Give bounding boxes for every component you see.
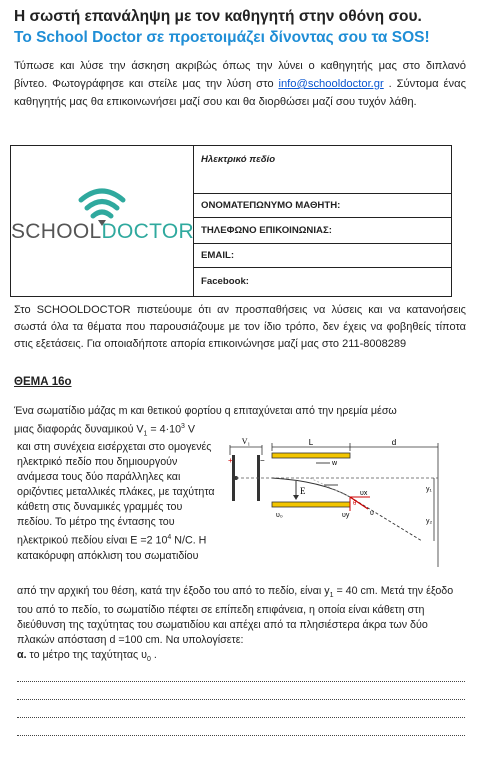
svg-text:+: + [228,456,233,465]
header-line-2: Το School Doctor σε προετοιμάζει δίνοντας σου τα SOS! [14,29,430,46]
problem-continuation: από την αρχική του θέση, κατά την έξοδο του από το πεδίο, είναι $y_1 = 40$ cm. Μετά την έξοδο του από το πεδίο, το σωματίδιο πέφτει σε επίπεδη επιφάνεια, η οποία είναι κάθετη στη διεύθυνση της ταχύτητας του σωματιδίου και απέχει από τα πλησιέστερα άκρα των δύο πλακών απόσταση d =100 cm. Να υπολογίσετε: α. το μέτρο της ταχύτητας $\upsilon_0$ . [17,585,454,664]
label-L: L [308,438,314,447]
topic-title: Ηλεκτρικό πεδίο [194,146,451,194]
label-y2: y₂ [426,518,433,525]
label-y1: y₁ [426,486,432,493]
intro-paragraph: Τύπωσε και λύσε την άσκηση ακριβώς όπως την λύνει ο καθηγητής μας στο διπλανό βίντεο. Φωτογράφησε και στείλε μας την λύση στο info@schooldoctor.gr . Σύντομα ένας καθηγητής μας θα επικοινωνήσει μαζί σου και θα διορθώσει μαζί σου τυχόν λάθη. [14,60,466,108]
problem-left-text: και στη συνέχεια εισέρχεται στο ομογενές ηλεκτρικό πεδίο που δημιουργούν ανάμεσα τους δύο παράλληλες και οριζόντιες μεταλλικές πλάκες, με ταχύτητα κάθετη στις δυναμικές γραμμές του πεδίου. Το μέτρο της έντασης του ηλεκτρικού πεδίου είναι Ε =2 $10^4$ N/C. Η κατακόρυφη απόκλιση του σωματιδίου [17,441,215,562]
student-name-field[interactable]: ΟΝΟΜΑΤΕΠΩΝΥΜΟ ΜΑΘΗΤΗ: [194,194,451,218]
header-line-1: Η σωστή επανάληψη με τον καθηγητή στην οθόνη σου. [14,8,422,25]
email-link[interactable]: info@schooldoctor.gr [278,78,384,90]
label-vx: υx [360,490,368,497]
student-info-card [10,145,452,297]
email-field[interactable]: EMAIL: [194,244,451,268]
facebook-field[interactable]: Facebook: [201,276,249,287]
lead-paragraph: Στο SCHOOLDOCTOR πιστεύουμε ότι αν προσπαθήσεις να λύσεις και να κατανοήσεις σωστά όλα τα θέματα που παρουσιάζουμε με τον ίδιο τρόπο, δεν έχεις να φοβηθείς τίποτα στις εξετάσεις. Για οποιαδήποτε απορία επικοινώνησε μαζί μας στο 211-8008289 [14,304,466,350]
label-w: w [332,460,338,467]
answer-line-1[interactable] [17,681,465,682]
theme-title: ΘΕΜΑ 16ο [14,376,72,388]
field-diagram [226,437,448,572]
label-vy: υy [342,512,350,519]
answer-line-3[interactable] [17,717,465,718]
label-d: d [391,438,397,447]
svg-text:−: − [260,456,265,465]
schooldoctor-logo [11,146,194,296]
answer-line-2[interactable] [17,699,465,700]
problem-intro: Ένα σωματίδιο μάζας m και θετικού φορτίου q επιταχύνεται από την ηρεμία μέσω μιας διαφοράς δυναμικού $V_1 = 4\cdot 10^3$ V [14,405,397,438]
label-E: E [300,486,306,496]
answer-line-4[interactable] [17,735,465,736]
logo-wordmark: SCHOOLDOCTOR [11,220,194,243]
question-a-label: α. [17,649,27,662]
label-v1: V₁ [241,437,251,446]
label-theta: θ [353,501,357,507]
phone-field[interactable]: ΤΗΛΕΦΩΝΟ ΕΠΙΚΟΙΝΩΝΙΑΣ: [194,218,451,244]
label-v0: υ₀ [276,512,283,519]
label-u: υ [370,510,374,517]
